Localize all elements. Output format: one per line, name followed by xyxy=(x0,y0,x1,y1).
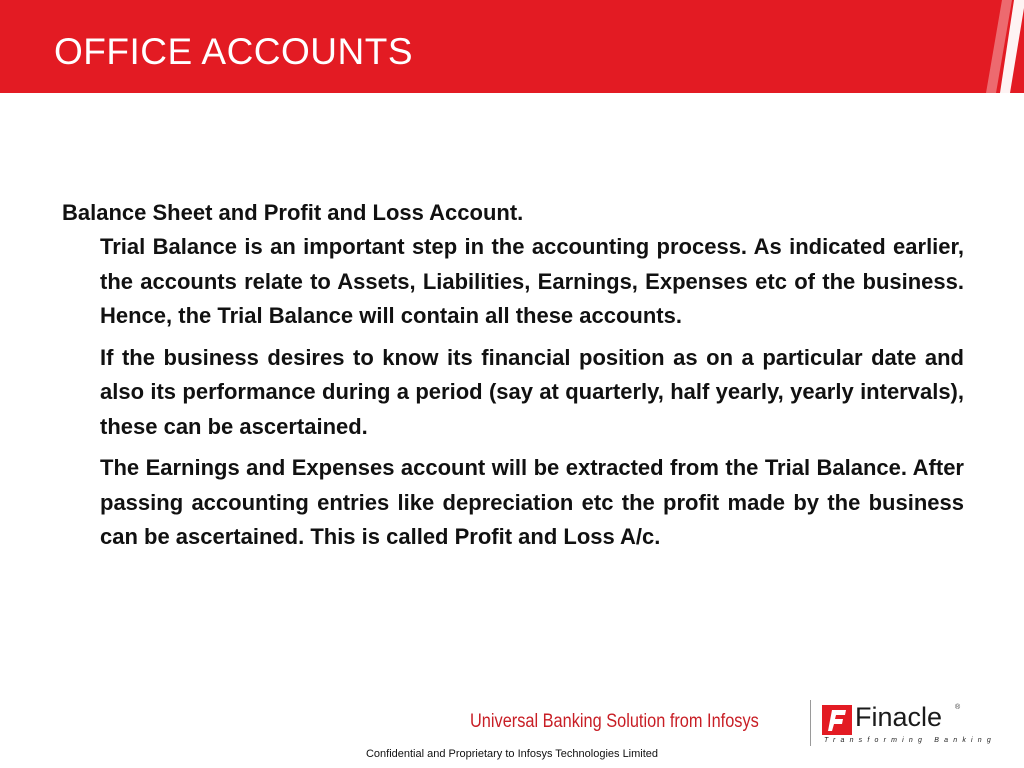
finacle-logo-icon xyxy=(822,705,852,735)
page-title: OFFICE ACCOUNTS xyxy=(54,31,414,72)
confidential-notice: Confidential and Proprietary to Infosys Technologies Limited xyxy=(365,748,659,760)
logo-wordmark: Finacle xyxy=(855,702,943,732)
body-paragraph: The Earnings and Expenses account will be extracted from the Trial Balance. After passing accounting entries like depreciation etc the profit made by the business can be ascertained. This is called Profit and Loss A/c. xyxy=(100,455,964,549)
section-heading: Balance Sheet and Profit and Loss Account. xyxy=(62,200,524,225)
registered-mark: ® xyxy=(955,704,961,711)
title-bar xyxy=(0,0,1024,93)
body-paragraph: Trial Balance is an important step in the accounting process. As indicated earlier, the accounts relate to Assets, Liabilities, Earnings, Expenses etc of the business. Hence, the Trial Balance will contain all these accounts. xyxy=(100,234,964,328)
footer-tagline: Universal Banking Solution from Infosys xyxy=(470,711,759,732)
logo-subtitle: Transforming Banking xyxy=(824,737,996,744)
footer-divider xyxy=(810,700,811,746)
slide-body xyxy=(62,196,964,562)
header-swoosh-icon xyxy=(944,0,1024,93)
body-paragraph: If the business desires to know its financial position as on a particular date and also its performance during a period (say at quarterly, half yearly, yearly intervals), these can be ascertained. xyxy=(100,344,964,439)
